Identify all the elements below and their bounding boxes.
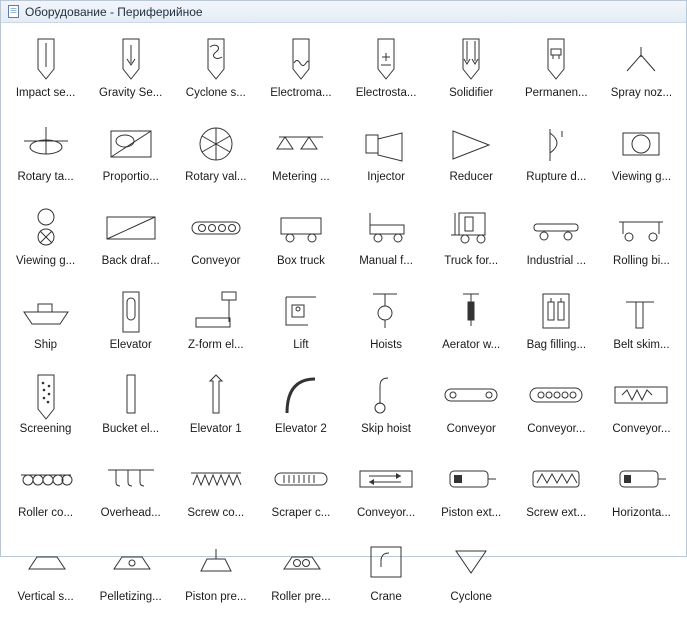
skip-hoist-icon[interactable] <box>355 371 417 421</box>
stencil-item[interactable] <box>514 113 599 197</box>
z-form-elevator-icon[interactable] <box>185 287 247 337</box>
stencil-item[interactable] <box>258 113 343 197</box>
reducer-icon[interactable] <box>440 119 502 169</box>
screening-icon[interactable] <box>15 371 77 421</box>
stencil-item-label: Conveyor <box>191 255 241 267</box>
stencil-item-label: Truck for... <box>444 255 499 267</box>
stencil-item[interactable] <box>173 113 258 197</box>
stencil-item-label: Overhead... <box>100 507 161 519</box>
pelletizing-icon[interactable] <box>100 539 162 589</box>
stencil-item[interactable] <box>599 113 684 197</box>
box-truck-icon[interactable] <box>270 203 332 253</box>
stencil-item[interactable] <box>344 365 429 449</box>
stencil-item-label: Back draf... <box>101 255 160 267</box>
stencil-item-label: Skip hoist <box>361 423 411 435</box>
spray-nozzle-icon[interactable] <box>610 35 672 85</box>
stencil-item[interactable] <box>258 533 343 617</box>
stencil-item-label: Rupture d... <box>526 171 587 183</box>
stencil-item-label: Horizonta... <box>612 507 671 519</box>
stencil-item-label: Reducer <box>449 171 493 183</box>
viewing-glass-2-icon[interactable] <box>15 203 77 253</box>
stencil-item-label: Box truck <box>276 255 325 267</box>
proportioning-pump-icon[interactable] <box>100 119 162 169</box>
stencil-item-label: Screw ext... <box>526 507 587 519</box>
electrostatic-separator-icon[interactable] <box>355 35 417 85</box>
stencil-item[interactable] <box>258 281 343 365</box>
stencil-item[interactable] <box>258 365 343 449</box>
stencil-item-label: Bag filling... <box>526 339 587 351</box>
stencil-item[interactable] <box>88 533 173 617</box>
stencil-item-label: Proportio... <box>102 171 159 183</box>
stencil-item-label: Conveyor <box>446 423 496 435</box>
horizontal-extruder-icon[interactable] <box>610 455 672 505</box>
stencil-item-label: Cyclone <box>450 591 492 603</box>
crane-icon[interactable] <box>355 539 417 589</box>
stencil-item-label: Crane <box>370 591 402 603</box>
screw-conveyor-icon[interactable] <box>185 455 247 505</box>
stencil-item[interactable] <box>599 449 684 533</box>
stencil-item-label: Industrial ... <box>526 255 587 267</box>
stencil-item-label: Conveyor... <box>527 423 586 435</box>
rolling-bin-icon[interactable] <box>610 203 672 253</box>
stencil-item-label: Piston pre... <box>185 591 247 603</box>
stencil-item-label: Roller pre... <box>271 591 331 603</box>
stencil-item[interactable] <box>344 449 429 533</box>
stencil-item[interactable] <box>344 197 429 281</box>
stencil-item[interactable] <box>429 533 514 617</box>
window-title: Оборудование - Периферийное <box>25 4 203 19</box>
stencil-item-label: Impact se... <box>15 87 76 99</box>
cyclone-icon[interactable] <box>440 539 502 589</box>
stencil-item-label: Piston ext... <box>441 507 502 519</box>
cyclone-separator-icon[interactable] <box>185 35 247 85</box>
stencil-item-label: Injector <box>367 171 405 183</box>
stencil-item-label: Bucket el... <box>102 423 160 435</box>
stencil-item[interactable] <box>3 365 88 449</box>
vertical-separator-icon[interactable] <box>15 539 77 589</box>
rupture-disk-icon[interactable] <box>525 119 587 169</box>
stencil-item[interactable] <box>429 113 514 197</box>
piston-press-icon[interactable] <box>185 539 247 589</box>
stencil-item[interactable] <box>173 29 258 113</box>
stencil-item[interactable] <box>3 281 88 365</box>
stencil-item[interactable] <box>344 113 429 197</box>
stencil-item-label: Conveyor... <box>356 507 416 519</box>
stencil-item[interactable] <box>429 449 514 533</box>
conveyor-roller-icon[interactable] <box>525 371 587 421</box>
stencil-item-label: Rolling bi... <box>612 255 670 267</box>
stencil-item[interactable] <box>88 281 173 365</box>
stencil-item[interactable] <box>173 449 258 533</box>
stencil-item[interactable] <box>258 29 343 113</box>
stencil-item-label: Scraper c... <box>271 507 331 519</box>
electromagnetic-separator-icon[interactable] <box>270 35 332 85</box>
stencil-item[interactable] <box>173 365 258 449</box>
rotary-table-icon[interactable] <box>15 119 77 169</box>
impact-separator-icon[interactable] <box>15 35 77 85</box>
stencil-item-label: Elevator 2 <box>275 423 327 435</box>
permanent-magnet-icon[interactable] <box>525 35 587 85</box>
stencil-item[interactable] <box>514 197 599 281</box>
stencil-item[interactable] <box>258 449 343 533</box>
stencil-item[interactable] <box>3 113 88 197</box>
gravity-separator-icon[interactable] <box>100 35 162 85</box>
conveyor-icon[interactable] <box>185 203 247 253</box>
stencil-item[interactable] <box>599 29 684 113</box>
stencil-item-label: Metering ... <box>272 171 330 183</box>
stencil-item[interactable] <box>88 113 173 197</box>
roller-conveyor-icon[interactable] <box>15 455 77 505</box>
aerator-icon[interactable] <box>440 287 502 337</box>
stencil-item[interactable] <box>3 449 88 533</box>
rotary-valve-icon[interactable] <box>185 119 247 169</box>
title-bar <box>1 1 686 23</box>
stencil-item-label: Rotary val... <box>185 171 247 183</box>
stencil-item-label: Screening <box>19 423 72 435</box>
scraper-conveyor-icon[interactable] <box>270 455 332 505</box>
solidifier-icon[interactable] <box>440 35 502 85</box>
roller-press-icon[interactable] <box>270 539 332 589</box>
stencil-item-label: Electroma... <box>270 87 332 99</box>
screw-extruder-icon[interactable] <box>525 455 587 505</box>
stencil-item[interactable] <box>258 197 343 281</box>
stencil-item-label: Ship <box>34 339 58 351</box>
stencil-item-label: Spray noz... <box>610 87 673 99</box>
bucket-elevator-icon[interactable] <box>100 371 162 421</box>
ship-icon[interactable] <box>15 287 77 337</box>
stencil-item[interactable] <box>344 533 429 617</box>
overhead-conveyor-icon[interactable] <box>100 455 162 505</box>
stencil-item-label: Cyclone s... <box>185 87 246 99</box>
stencil-item[interactable] <box>514 29 599 113</box>
conveyor-belt-icon[interactable] <box>440 371 502 421</box>
stencil-item[interactable] <box>514 281 599 365</box>
stencil-item-label: Viewing g... <box>611 171 672 183</box>
stencil-item-label: Lift <box>293 339 309 351</box>
manual-forklift-icon[interactable] <box>355 203 417 253</box>
stencil-item-label: Conveyor... <box>612 423 671 435</box>
stencil-item[interactable] <box>3 197 88 281</box>
stencil-item[interactable] <box>173 281 258 365</box>
stencil-item-label: Solidifier <box>449 87 494 99</box>
stencil-item[interactable] <box>88 449 173 533</box>
industrial-cart-icon[interactable] <box>525 203 587 253</box>
stencil-item[interactable] <box>514 449 599 533</box>
stencil-item-label: Belt skim... <box>613 339 670 351</box>
stencil-item[interactable] <box>173 197 258 281</box>
stencil-item[interactable] <box>173 533 258 617</box>
stencil-item[interactable] <box>429 281 514 365</box>
stencil-item[interactable] <box>88 197 173 281</box>
stencil-item-label: Vertical s... <box>17 591 74 603</box>
stencil-item-label: Rotary ta... <box>17 171 74 183</box>
stencil-item-label: Aerator w... <box>442 339 501 351</box>
stencil-item-label: Elevator 1 <box>189 423 242 435</box>
stencil-item[interactable] <box>88 365 173 449</box>
metering-device-icon[interactable] <box>270 119 332 169</box>
stencil-item-label: Z-form el... <box>188 339 244 351</box>
conveyor-arrow-icon[interactable] <box>355 455 417 505</box>
stencil-item[interactable] <box>514 365 599 449</box>
piston-extruder-icon[interactable] <box>440 455 502 505</box>
stencil-item[interactable] <box>88 29 173 113</box>
bag-filling-icon[interactable] <box>525 287 587 337</box>
stencil-item-label: Electrosta... <box>355 87 417 99</box>
back-draft-damper-icon[interactable] <box>100 203 162 253</box>
elevator-1-icon[interactable] <box>185 371 247 421</box>
stencil-grid <box>1 23 686 617</box>
stencil-item-label: Gravity Se... <box>99 87 163 99</box>
viewing-glass-1-icon[interactable] <box>610 119 672 169</box>
stencil-item-label: Viewing g... <box>15 255 76 267</box>
hoists-icon[interactable] <box>355 287 417 337</box>
injector-icon[interactable] <box>355 119 417 169</box>
stencil-item[interactable] <box>599 197 684 281</box>
elevator-2-icon[interactable] <box>270 371 332 421</box>
stencil-item-label: Manual f... <box>359 255 413 267</box>
conveyor-vibrating-icon[interactable] <box>610 371 672 421</box>
stencil-item[interactable] <box>3 533 88 617</box>
stencil-item[interactable] <box>344 29 429 113</box>
stencil-item[interactable] <box>429 197 514 281</box>
document-icon <box>7 5 20 18</box>
stencil-item[interactable] <box>599 365 684 449</box>
stencil-item[interactable] <box>599 281 684 365</box>
truck-forklift-icon[interactable] <box>440 203 502 253</box>
belt-skimmer-icon[interactable] <box>610 287 672 337</box>
stencil-item-label: Pelletizing... <box>99 591 162 603</box>
stencil-item-label: Hoists <box>370 339 403 351</box>
stencil-item-label: Elevator <box>109 339 152 351</box>
stencil-item-label: Roller co... <box>18 507 74 519</box>
stencil-item[interactable] <box>429 365 514 449</box>
stencil-item[interactable] <box>429 29 514 113</box>
stencil-item[interactable] <box>3 29 88 113</box>
stencil-item[interactable] <box>344 281 429 365</box>
lift-icon[interactable] <box>270 287 332 337</box>
stencil-item-label: Screw co... <box>187 507 245 519</box>
elevator-icon[interactable] <box>100 287 162 337</box>
stencil-item-label: Permanen... <box>524 87 588 99</box>
